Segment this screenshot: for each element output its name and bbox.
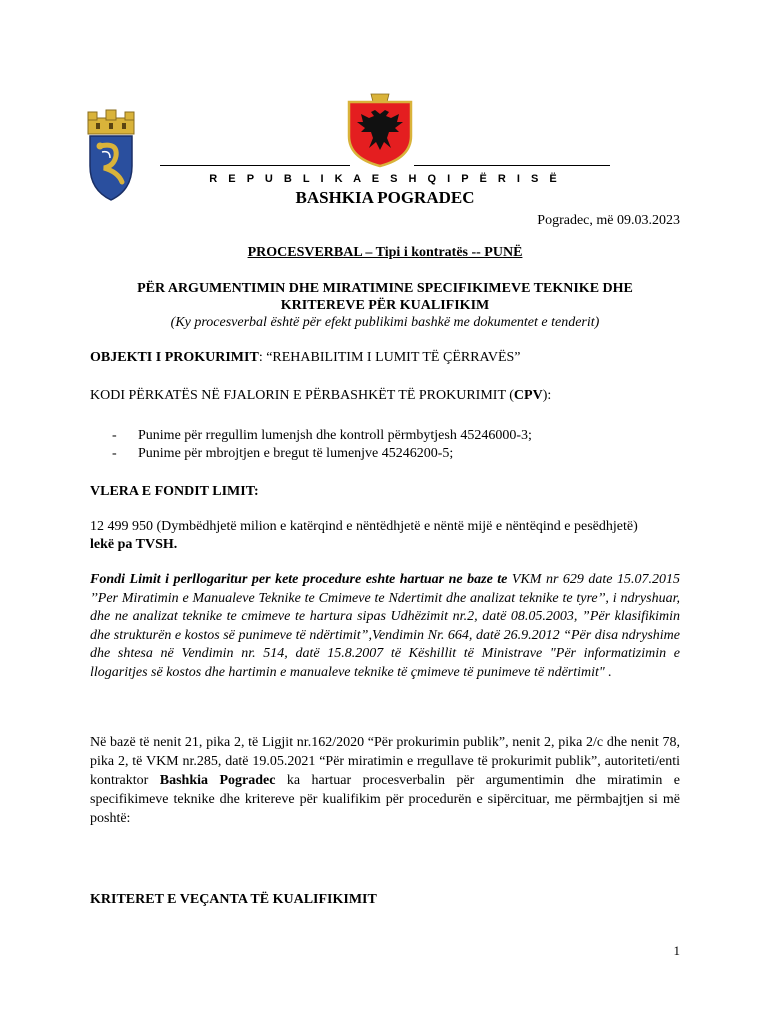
- albania-coat-of-arms-icon: [343, 92, 417, 168]
- list-dash: -: [112, 446, 117, 461]
- cpv-text: KODI PËRKATËS NË FJALORIN E PËRBASHKËT TË PROKURIMIT (: [90, 388, 514, 403]
- fund-limit-amount: [90, 518, 680, 554]
- main-heading-line-2: KRITEREVE PËR KUALIFIKIM: [280, 298, 490, 313]
- special-criteria-heading: KRITERET E VEÇANTA TË KUALIFIKIMIT: [90, 892, 377, 907]
- main-heading: [90, 280, 680, 314]
- fund-currency: lekë pa TVSH.: [90, 537, 178, 552]
- fund-amount-words: 12 499 950 (Dymbëdhjetë milion e katërqind e nëntëdhjetë e nëntë mijë e nëntëqind e pesëdhjetë): [90, 519, 638, 534]
- fund-limit-heading: VLERA E FONDIT LIMIT:: [90, 484, 259, 499]
- fund-basis-lead: Fondi Limit i perllogaritur per kete procedure eshte hartuar ne baze te: [90, 572, 508, 587]
- header-rule-right: [414, 165, 610, 166]
- fund-basis-text: VKM nr 629 date 15.07.2015 ’’Per Miratimin e Manualeve Teknike te Cmimeve te Ndertimit dhe analizat teknike te tyre’’, i ndryshuar, dhe ne analizat teknike te cmimeve te hartura sipas Udhëzimit nr.2, datë 08.05.2003, ”Për klasifikimin dhe strukturën e kostos së punimeve të ndërtimit”,Vendimin Nr. 664, datë 26.9.2012 “Për disa ndryshime dhe shtesa në Vendimin nr. 514, datë 15.8.2007 të Këshillit të Ministrave "Për informatizimin e llogaritjes së kostos dhe hartimin e manualeve teknike të çmimeve të punimeve të ndërtimit" .: [90, 572, 680, 680]
- legal-basis-paragraph: [90, 733, 680, 828]
- object-separator: :: [258, 350, 267, 365]
- cpv-list: [112, 427, 672, 463]
- object-value: “REHABILITIM I LUMIT TË ÇËRRAVËS”: [266, 350, 521, 365]
- list-item-text: Punime për mbrojtjen e bregut të lumenjve 45246200-5;: [138, 446, 454, 461]
- place-date: Pogradec, më 09.03.2023: [537, 213, 680, 228]
- legal-text-1: Në bazë të nenit 21, pika 2, të Ligjit nr.162/2020 “Për prokurimin publik”, nenit 2, pika 2/c dhe nenit 78, pika 2, të VKM nr.285, datë 19.05.2021 “Për miratimin e rregullave të prokurimit publik”, autoriteti/enti kontraktor: [90, 735, 680, 788]
- republic-label: R E P U B L I K A E S H Q I P Ë R I S Ë: [209, 173, 561, 185]
- municipality-name: BASHKIA POGRADEC: [295, 188, 475, 207]
- list-item: [112, 445, 672, 463]
- procurement-object: [90, 349, 680, 367]
- main-heading-line-1: PËR ARGUMENTIMIN DHE MIRATIMINE SPECIFIKIMEVE TEKNIKE DHE: [137, 281, 633, 296]
- header-rule-left: [160, 165, 350, 166]
- contracting-authority: Bashkia Pogradec: [159, 773, 276, 788]
- publication-note: (Ky procesverbal është për efekt publikimi bashkë me dokumentet e tenderit): [170, 315, 600, 330]
- page-number: 1: [673, 943, 680, 958]
- list-dash: -: [112, 428, 117, 443]
- list-item: [112, 427, 672, 445]
- list-item-text: Punime për rregullim lumenjsh dhe kontroll përmbytjesh 45246000-3;: [138, 428, 532, 443]
- cpv-end: ):: [542, 388, 552, 403]
- document-title: PROCESVERBAL – Tipi i kontratës -- PUNË: [247, 245, 523, 260]
- cpv-code: CPV: [513, 388, 543, 403]
- legal-text-2: ka hartuar procesverbalin për argumentimin dhe miratimin e specifikimeve teknike dhe kritereve për kualifikim për procedurën e sipërcituar, me përmbajtjen si më poshtë:: [90, 773, 680, 826]
- fund-basis-paragraph: [90, 571, 680, 683]
- object-label: OBJEKTI I PROKURIMIT: [90, 350, 259, 365]
- cpv-heading: [90, 387, 680, 405]
